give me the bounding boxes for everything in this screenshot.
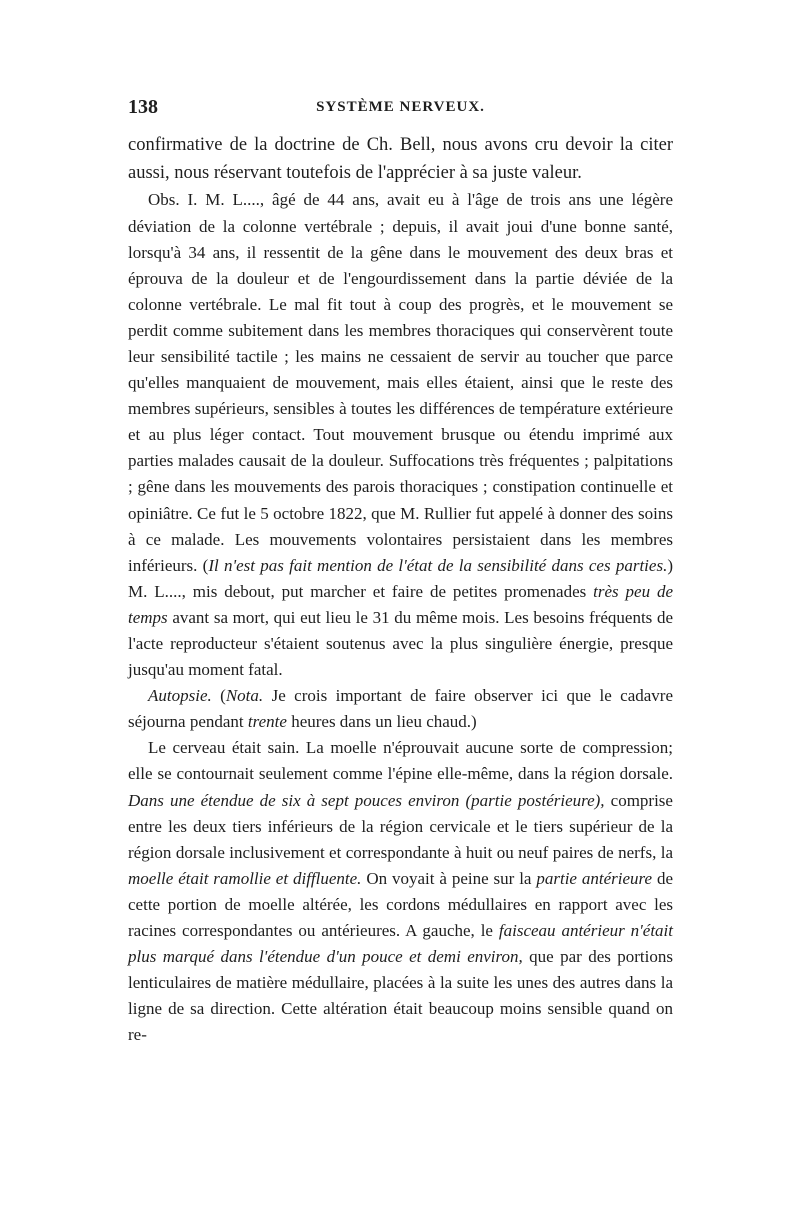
autopsie-text: Je crois important de faire observer ici que le cadavre séjourna pendant [128, 686, 673, 732]
page-body [128, 132, 673, 1049]
cerveau-text: Le cerveau était sain. La moelle n'éprouvait aucune sorte de compression; elle se contournait seulement comme l'épine elle-même, dans la région dorsale. [128, 738, 673, 784]
cerveau-text-2: comprise entre les deux tiers inférieurs de la région cervicale et le tiers supérieur de la région dorsale inclusivement et correspondante à huit ou neuf paires de nerfs, la [128, 790, 673, 862]
observation-text-2: ) M. L...., mis debout, put marcher et faire de petites promenades [128, 555, 673, 601]
cerveau-text-5: que par des portions lenticulaires de matière médullaire, placées à la suite les unes des autres dans la ligne de sa direction. Cette altération était beaucoup moins sensible quand on re- [128, 947, 673, 1045]
cerveau-text-3: On voyait à peine sur la [361, 868, 537, 888]
observation-text-3: avant sa mort, qui eut lieu le 31 du même mois. Les besoins fréquents de l'acte reproducteur s'étaient soutenus avec la plus singulière énergie, presque jusqu'au moment fatal. [128, 607, 673, 680]
paragraph-cerveau [128, 735, 673, 1048]
nota-label: Nota. [225, 686, 264, 706]
running-title: SYSTÈME NERVEUX. [316, 99, 485, 115]
paragraph-observation [128, 187, 673, 683]
page-header [128, 96, 673, 126]
cerveau-italic-3: partie antérieure [536, 868, 653, 888]
autopsie-italic-trente: trente [247, 712, 287, 732]
page-number: 138 [128, 96, 158, 118]
cerveau-text-4: de cette portion de moelle altérée, les cordons médullaires en rapport avec les racines correspondantes ou antérieures. A gauche, le [128, 868, 673, 941]
autopsie-open: ( [211, 686, 226, 706]
cerveau-italic-1: Dans une étendue de six à sept pouces environ (partie postérieure), [128, 790, 605, 810]
cerveau-italic-4: faisceau antérieur n'était plus marqué dans l'étendue d'un pouce et demi environ, [128, 921, 673, 967]
observation-text: Obs. I. M. L...., âgé de 44 ans, avait eu à l'âge de trois ans une légère déviation de la colonne vertébrale ; depuis, il avait joui d'une bonne santé, lorsqu'à 34 ans, il ressentit de la gêne dans le mouvement des deux bras et éprouva de la douleur et de l'engourdissement dans la partie déviée de la colonne vertébrale. Le mal fit tout à coup des progrès, et le mouvement se perdit comme subitement dans les membres thoraciques qui conservèrent toute leur sensibilité tactile ; les mains ne cessaient de servir au toucher que parce qu'elles manquaient de mouvement, mais elles étaient, ainsi que le reste des membres supérieurs, sensibles à toutes les différences de température extérieure et au plus léger contact. Tout mouvement brusque ou étendu imprimé aux parties malades causait de la douleur. Suffocations très fréquentes ; palpitations ; gêne dans les mouvements des parois thoraciques ; constipation continuelle et opiniâtre. Ce fut le 5 octobre 1822, que M. Rullier fut appelé à donner des soins à ce malade. Les mouvements volontaires persistaient dans les membres inférieurs. ( [128, 190, 673, 575]
observation-italic-note: Il n'est pas fait mention de l'état de la sensibilité dans ces parties. [208, 555, 668, 575]
cerveau-italic-2: moelle était ramollie et diffluente. [128, 868, 362, 888]
autopsie-text-2: heures dans un lieu chaud.) [286, 712, 477, 732]
paragraph-autopsie [128, 683, 673, 735]
paragraph-intro: confirmative de la doctrine de Ch. Bell, nous avons cru devoir la citer aussi, nous réservant toutefois de l'apprécier à sa juste valeur. [128, 135, 673, 183]
observation-italic-phrase: très peu de temps [128, 581, 673, 627]
autopsie-label: Autopsie. [148, 686, 212, 706]
